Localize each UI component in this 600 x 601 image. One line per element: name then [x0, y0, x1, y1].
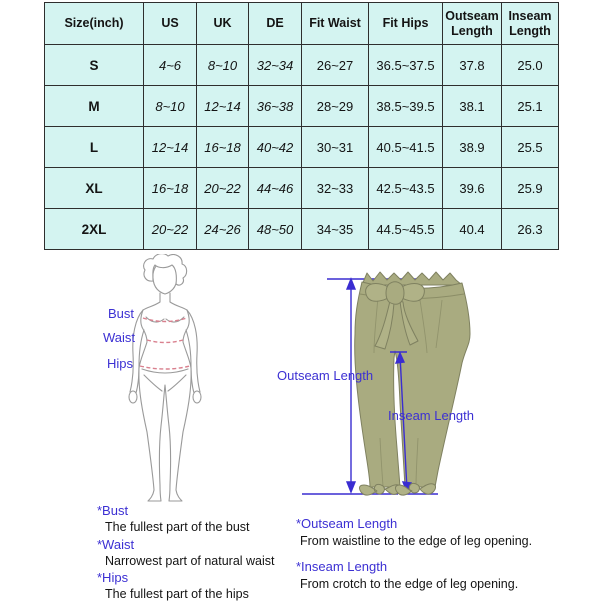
table-cell: 25.9 — [502, 168, 559, 209]
outseam-legend-term: *Outseam Length — [296, 516, 398, 531]
column-header-4: Fit Waist — [302, 3, 369, 45]
column-header-6: Outseam Length — [443, 3, 502, 45]
pants-body — [355, 282, 470, 487]
inseam-legend-desc: From crotch to the edge of leg opening. — [300, 577, 519, 591]
table-cell: 44~46 — [249, 168, 302, 209]
table-cell: 24~26 — [197, 209, 249, 250]
outseam-arrowhead-bottom — [347, 482, 355, 492]
table-cell: 25.1 — [502, 86, 559, 127]
table-cell: M — [45, 86, 144, 127]
waist-label: Waist — [103, 330, 136, 345]
column-header-7: Inseam Length — [502, 3, 559, 45]
table-cell: 26~27 — [302, 45, 369, 86]
size-table — [44, 2, 559, 250]
table-cell: 2XL — [45, 209, 144, 250]
bust-label: Bust — [108, 306, 135, 321]
table-cell: 40~42 — [249, 127, 302, 168]
column-header-1: US — [144, 3, 197, 45]
table-cell: 34~35 — [302, 209, 369, 250]
outseam-legend-desc: From waistline to the edge of leg opening. — [300, 534, 533, 548]
figure-body-outline — [139, 302, 191, 501]
table-cell: 25.0 — [502, 45, 559, 86]
size-table-body — [45, 45, 559, 250]
table-cell: 38.5~39.5 — [369, 86, 443, 127]
waist-bow-knot — [386, 282, 404, 305]
table-cell: 12~14 — [197, 86, 249, 127]
inseam-legend-term: *Inseam Length — [296, 559, 388, 574]
body-figure-illustration — [80, 254, 250, 503]
table-cell: 8~10 — [197, 45, 249, 86]
outseam-length-label: Outseam Length — [277, 368, 374, 383]
waist-legend-desc: Narrowest part of natural waist — [105, 554, 275, 568]
table-cell: 20~22 — [144, 209, 197, 250]
column-header-5: Fit Hips — [369, 3, 443, 45]
inseam-length-label: Inseam Length — [388, 408, 475, 423]
figure-left-hand — [129, 391, 137, 403]
waist-legend-term: *Waist — [97, 537, 135, 552]
table-cell: 16~18 — [144, 168, 197, 209]
column-header-2: UK — [197, 3, 249, 45]
table-cell: 12~14 — [144, 127, 197, 168]
table-cell: 4~6 — [144, 45, 197, 86]
table-cell: 38.9 — [443, 127, 502, 168]
table-cell: 28~29 — [302, 86, 369, 127]
left-hem-bow — [359, 484, 400, 495]
table-cell: 32~33 — [302, 168, 369, 209]
outseam-arrowhead-top — [347, 279, 355, 289]
table-cell: L — [45, 127, 144, 168]
table-cell: 36~38 — [249, 86, 302, 127]
size-table-header-row — [45, 3, 559, 45]
table-cell: XL — [45, 168, 144, 209]
table-cell: 44.5~45.5 — [369, 209, 443, 250]
bust-legend-term: *Bust — [97, 503, 129, 518]
hips-legend-term: *Hips — [97, 570, 129, 585]
table-cell: 48~50 — [249, 209, 302, 250]
table-cell: 38.1 — [443, 86, 502, 127]
table-cell: 40.4 — [443, 209, 502, 250]
table-row — [45, 127, 559, 168]
column-header-3: DE — [249, 3, 302, 45]
table-cell: 36.5~37.5 — [369, 45, 443, 86]
figure-right-hand — [193, 391, 201, 403]
table-row — [45, 45, 559, 86]
table-row — [45, 209, 559, 250]
bust-legend-desc: The fullest part of the bust — [105, 520, 250, 534]
table-cell: 8~10 — [144, 86, 197, 127]
column-header-0: Size(inch) — [45, 3, 144, 45]
right-hem-bow — [395, 483, 435, 495]
table-cell: S — [45, 45, 144, 86]
table-cell: 25.5 — [502, 127, 559, 168]
hips-legend-desc: The fullest part of the hips — [105, 587, 249, 601]
table-row — [45, 168, 559, 209]
table-cell: 37.8 — [443, 45, 502, 86]
table-cell: 40.5~41.5 — [369, 127, 443, 168]
table-cell: 20~22 — [197, 168, 249, 209]
table-cell: 42.5~43.5 — [369, 168, 443, 209]
table-cell: 16~18 — [197, 127, 249, 168]
table-row — [45, 86, 559, 127]
table-cell: 30~31 — [302, 127, 369, 168]
table-cell: 39.6 — [443, 168, 502, 209]
table-cell: 26.3 — [502, 209, 559, 250]
table-cell: 32~34 — [249, 45, 302, 86]
hips-label: Hips — [107, 356, 134, 371]
